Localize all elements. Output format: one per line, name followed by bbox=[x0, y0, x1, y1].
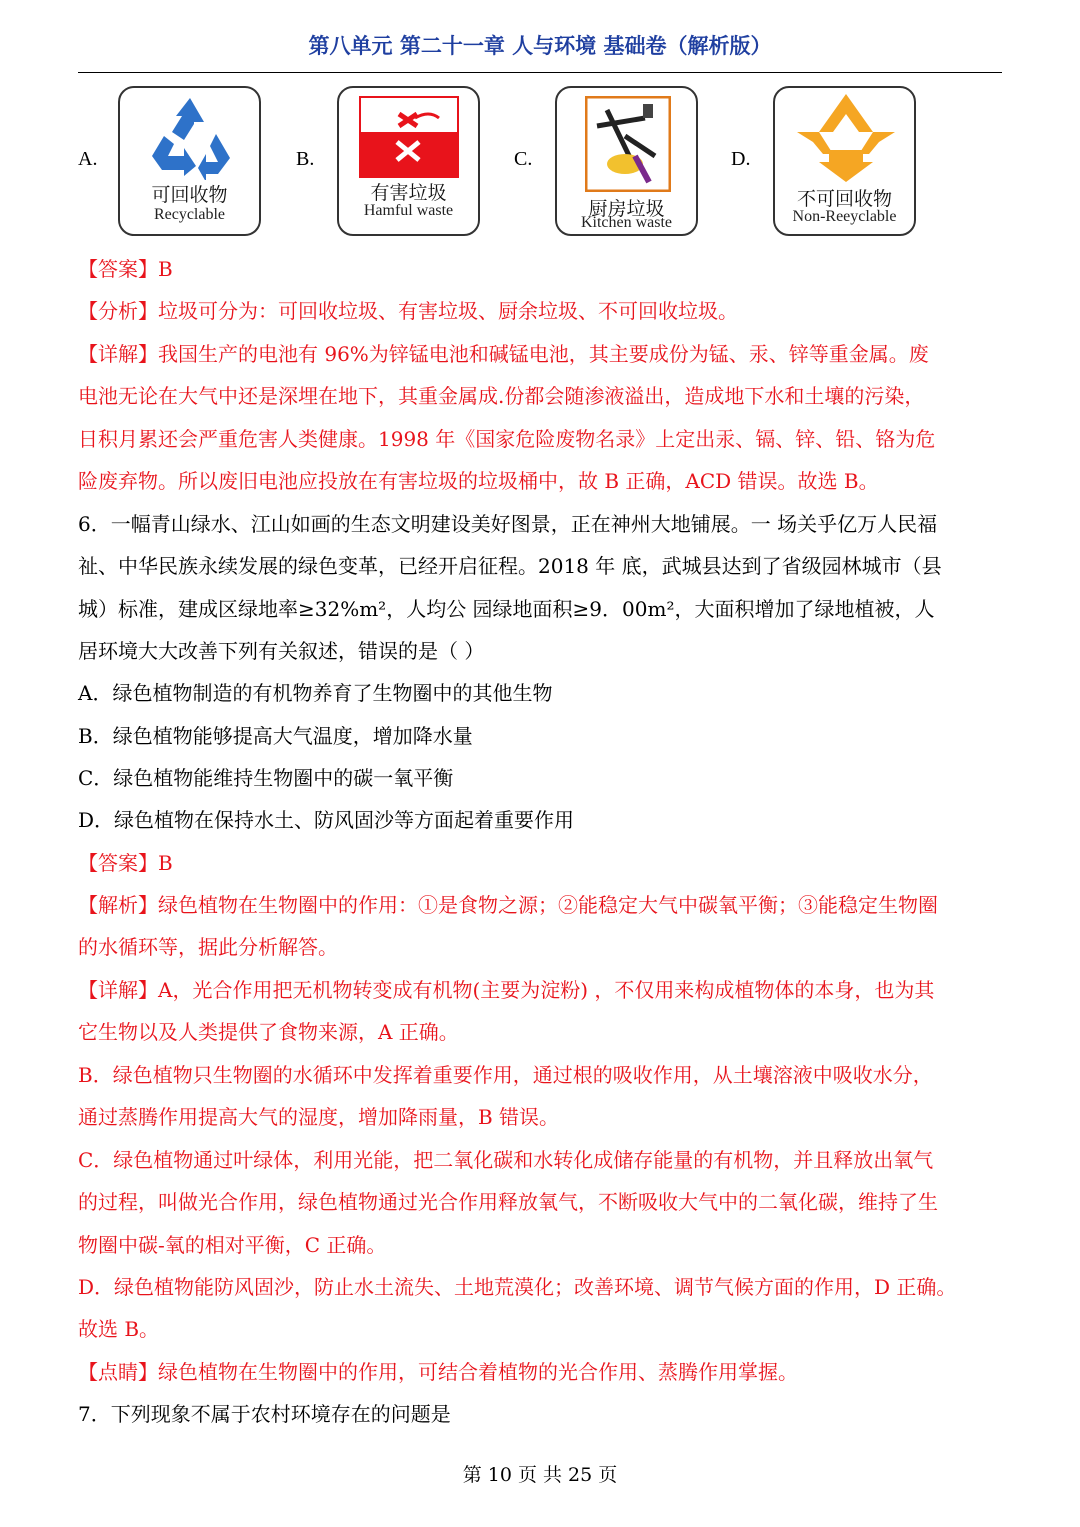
harmful-waste-en: Hamful waste bbox=[363, 202, 454, 219]
q6-detail-line: D．绿色植物能防风固沙，防止水土流失、土地荒漠化；改善环境、调节气候方面的作用，D 正确。 bbox=[78, 1275, 957, 1299]
q6-answer-tag: 【答案】 bbox=[78, 851, 158, 875]
q6-answer-value: B bbox=[158, 851, 173, 875]
q5-answer bbox=[78, 254, 1004, 284]
q6-option-a: A．绿色植物制造的有机物养育了生物圈中的其他生物 bbox=[78, 681, 553, 705]
q6-analysis-line: 的水循环等，据此分析解答。 bbox=[78, 935, 338, 959]
non-recyclable-icon bbox=[793, 92, 899, 184]
q5-answer-tag: 【答案】 bbox=[78, 257, 158, 281]
non-recyclable-card bbox=[773, 86, 916, 236]
q5-detail-tag: 【详解】 bbox=[78, 342, 158, 366]
q5-detail-line: 险废弃物。所以废旧电池应投放在有害垃圾的垃圾桶中，故 B 正确，ACD 错误。故选 B。 bbox=[78, 469, 879, 493]
non-recyclable-cn: 不可回收物 bbox=[796, 188, 892, 210]
q6-analysis-tag: 【解析】 bbox=[78, 893, 158, 917]
q6-detail-line: 它生物以及人类提供了食物来源，A 正确。 bbox=[78, 1020, 459, 1044]
option-b-letter: B. bbox=[296, 148, 315, 170]
kitchen-waste-en: Kitchen waste bbox=[580, 214, 673, 231]
q6-detail-line: C．绿色植物通过叶绿体，利用光能，把二氧化碳和水转化成储存能量的有机物，并且释放出氧气 bbox=[78, 1148, 934, 1172]
q6-detail-line: 通过蒸腾作用提高大气的湿度，增加降雨量，B 错误。 bbox=[78, 1105, 560, 1129]
q6-option-b: B．绿色植物能够提高大气温度，增加降水量 bbox=[78, 724, 473, 748]
harmful-waste-cn: 有害垃圾 bbox=[370, 182, 447, 204]
q5-analysis-text: 垃圾可分为：可回收垃圾、有害垃圾、厨余垃圾、不可回收垃圾。 bbox=[158, 299, 738, 323]
option-d-letter: D. bbox=[731, 148, 751, 170]
q6-detail-line bbox=[78, 975, 1004, 1005]
header-divider bbox=[78, 72, 1002, 73]
page-footer: 第 10 页 共 25 页 bbox=[462, 1464, 618, 1486]
recyclable-card bbox=[118, 86, 261, 236]
q5-detail-line: 日积月累还会严重危害人类健康。1998 年《国家危险废物名录》上定出汞、镉、锌、铅、铬为危 bbox=[78, 427, 936, 451]
q6-detail-line: 的过程，叫做光合作用，绿色植物通过光合作用释放氧气，不断吸收大气中的二氧化碳，维持了生 bbox=[78, 1190, 938, 1214]
recyclable-en: Recyclable bbox=[153, 206, 226, 223]
q6-tip-tag: 【点睛】 bbox=[78, 1360, 158, 1384]
non-recyclable-en: Non-Reeyclable bbox=[792, 208, 897, 225]
q6-detail-line: B．绿色植物只生物圈的水循环中发挥着重要作用，通过根的吸收作用，从土壤溶液中吸收水分， bbox=[78, 1063, 933, 1087]
q5-analysis bbox=[78, 296, 1004, 326]
q6-detail-tag: 【详解】 bbox=[78, 978, 158, 1002]
q7-stem: 7．下列现象不属于农村环境存在的问题是 bbox=[78, 1402, 451, 1426]
option-c-letter: C. bbox=[514, 148, 533, 170]
q6-analysis-line bbox=[78, 890, 1004, 920]
q6-detail-line: 物圈中碳-氧的相对平衡，C 正确。 bbox=[78, 1233, 387, 1257]
q6-detail-line: 故选 B。 bbox=[78, 1317, 160, 1341]
q6-analysis-text: 绿色植物在生物圈中的作用：①是食物之源；②能稳定大气中碳氧平衡；③能稳定生物圈 bbox=[158, 893, 938, 917]
kitchen-waste-icon bbox=[585, 96, 671, 192]
page-header: 第八单元 第二十一章 人与环境 基础卷（解析版） bbox=[308, 34, 772, 58]
kitchen-waste-cn: 厨房垃圾 bbox=[588, 198, 665, 220]
q6-tip bbox=[78, 1357, 1004, 1387]
kitchen-waste-card bbox=[555, 86, 698, 236]
q5-detail-line: 电池无论在大气中还是深埋在地下，其重金属成.份都会随渗液溢出，造成地下水和土壤的污染， bbox=[78, 384, 925, 408]
q6-answer bbox=[78, 848, 1004, 878]
harmful-waste-icon bbox=[359, 96, 459, 178]
recyclable-cn: 可回收物 bbox=[151, 184, 228, 206]
q6-option-d: D．绿色植物在保持水土、防风固沙等方面起着重要作用 bbox=[78, 808, 575, 832]
q5-detail-text: 我国生产的电池有 96%为锌锰电池和碱锰电池，其主要成份为锰、汞、锌等重金属。废 bbox=[158, 342, 929, 366]
q6-detail-text: A，光合作用把无机物转变成有机物(主要为淀粉) ，不仅用来构成植物体的本身，也为其 bbox=[158, 978, 935, 1002]
q6-stem-line: 6．一幅青山绿水、江山如画的生态文明建设美好图景，正在神州大地铺展。一 场关乎亿万人民福 bbox=[78, 512, 938, 536]
q5-detail-line bbox=[78, 339, 1004, 369]
q6-stem-line: 城）标准，建成区绿地率≥32%m²，人均公 园绿地面积≥9．00m²，大面积增加了绿地植被，人 bbox=[78, 597, 935, 621]
harmful-waste-card bbox=[337, 86, 480, 236]
q6-stem-line: 祉、中华民族永续发展的绿色变革，已经开启征程。2018 年 底，武城县达到了省级园林城市（县 bbox=[78, 554, 942, 578]
q6-stem-line: 居环境大大改善下列有关叙述，错误的是（ ） bbox=[78, 639, 485, 663]
q6-option-c: C．绿色植物能维持生物圈中的碳一氧平衡 bbox=[78, 766, 454, 790]
q6-tip-text: 绿色植物在生物圈中的作用，可结合着植物的光合作用、蒸腾作用掌握。 bbox=[158, 1360, 798, 1384]
recycle-icon bbox=[144, 94, 236, 180]
q5-analysis-tag: 【分析】 bbox=[78, 299, 158, 323]
q5-answer-value: B bbox=[158, 257, 173, 281]
option-a-letter: A. bbox=[78, 148, 98, 170]
